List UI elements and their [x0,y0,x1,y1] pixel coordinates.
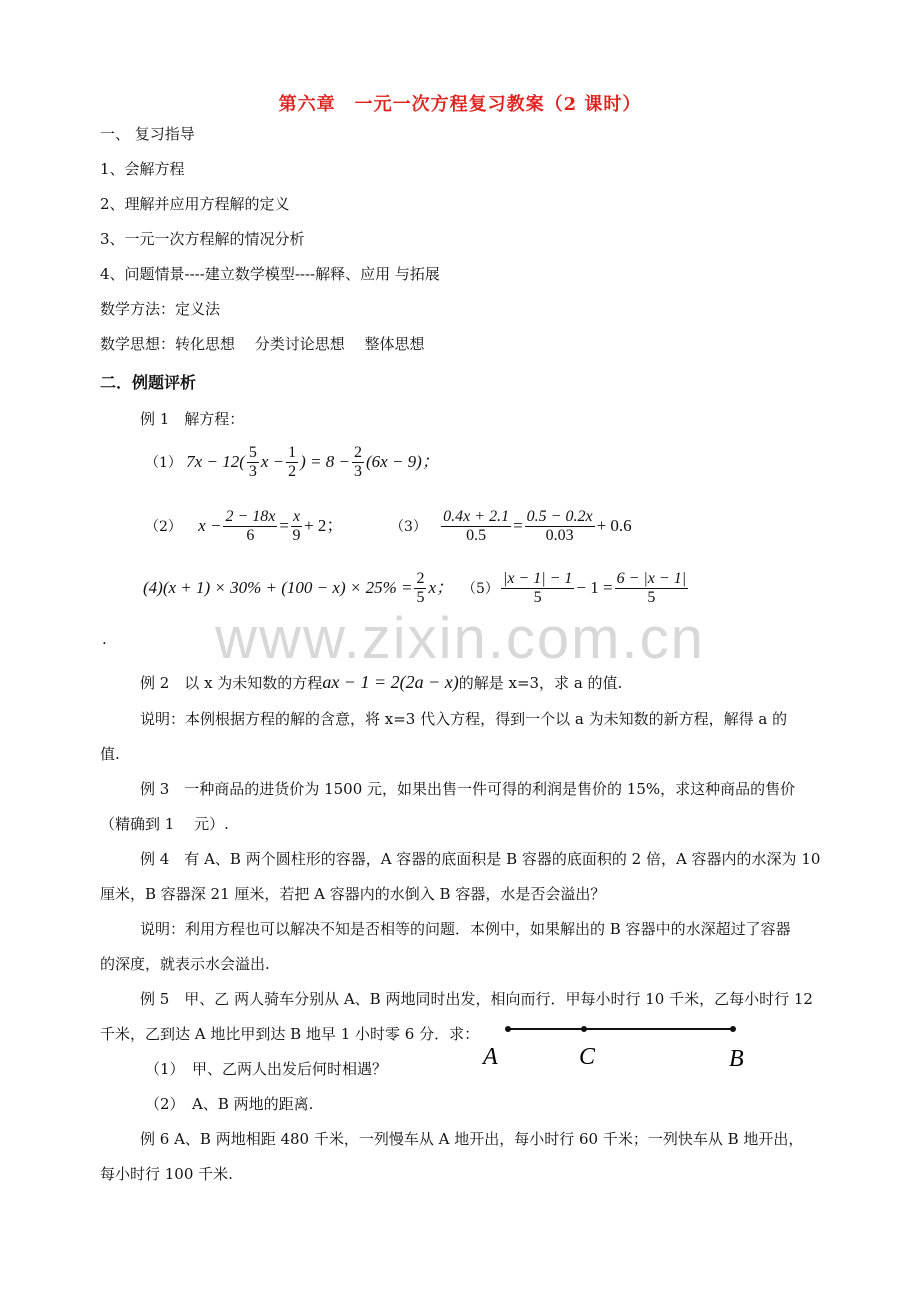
fraction-denominator: 3 [354,463,362,481]
equation-1-fraction-2 [286,444,298,482]
fraction-denominator: 3 [248,463,257,481]
equation-3-number: （3） [390,518,427,535]
review-item-4: 4、问题情景----建立数学模型----解释、应用 与拓展 [100,265,440,283]
equation-2-fraction-1 [223,508,277,546]
equation-2-equals: = [279,515,289,535]
example-5-question-2: （2） A、B 两地的距离. [145,1095,314,1113]
stray-dot: . [102,630,107,648]
equation-1-fraction-1 [247,444,259,482]
example-4-note-line-2: 的深度，就表示水会溢出. [100,955,270,973]
page-title: 第六章 一元一次方程复习教案（2 课时） [278,94,642,115]
equation-2-part-a: x − [198,515,222,535]
fraction-denominator: 5 [416,589,425,607]
watermark: www.zixin.com.cn [215,606,705,671]
equation-4-part-c: x； [428,577,454,597]
equation-1-part-c: ) = 8 − [300,451,350,471]
segment-diagram [480,1018,750,1076]
example-2-note-line-2: 值. [100,745,120,763]
review-item-2: 2、理解并应用方程解的定义 [100,195,290,213]
math-method: 数学方法：定义法 [100,300,221,318]
equation-1-fraction-3 [352,444,364,482]
example-4-line-1: 例 4 有 A、B 两个圆柱形的容器，A 容器的底面积是 B 容器的底面积的 2 倍，A 容器内的水深为 10 [140,850,821,868]
fraction-numerator: |x − 1| − 1 [501,570,575,589]
point-c-dot [581,1026,587,1032]
fraction-numerator: 5 [247,444,259,463]
example1-label: 例 1 解方程： [140,410,245,428]
equation-1 [145,444,439,482]
example-2 [140,672,622,693]
math-thought: 数学思想：转化思想 分类讨论思想 整体思想 [100,335,425,353]
point-a-dot [505,1026,511,1032]
equation-2-number: （2） [145,518,182,535]
fraction-denominator: 2 [288,463,297,481]
equation-1-part-d: (6x − 9)； [366,451,439,471]
equation-2-fraction-2 [291,508,302,546]
equation-1-number: （1） [145,454,182,471]
example-5-line-1: 例 5 甲、乙 两人骑车分别从 A、B 两地同时出发，相向而行．甲每小时行 10 千米，乙每小时行 12 [140,990,813,1008]
equation-5-fraction-1 [501,570,575,608]
equation-1-part-b: x − [260,451,285,471]
fraction-numerator: 6 − |x − 1| [615,570,689,589]
fraction-denominator: 0.5 [466,527,487,545]
example-3-line-2: （精确到 1 元）. [100,815,229,833]
fraction-numerator: 0.5 − 0.2x [525,508,595,527]
fraction-numerator: 1 [286,444,298,463]
review-item-1: 1、会解方程 [100,160,185,178]
example-2-text-post: 的解是 x=3，求 a 的值. [458,674,623,692]
fraction-numerator: 2 − 18x [223,508,277,527]
example-2-text-pre: 例 2 以 x 为未知数的方程 [140,674,323,692]
point-b-dot [730,1026,736,1032]
equation-4-part-a: (4)(x + 1) × 30% + (100 − x) × 25% = [143,577,413,597]
point-a-label: A [483,1044,498,1070]
equation-1-part-a: 7x − 12( [186,451,245,471]
example-3-line-1: 例 3 一种商品的进货价为 1500 元，如果出售一件可得的利润是售价的 15%，求这种商品的售价 [140,780,796,798]
equation-3-fraction-1 [441,508,511,546]
equation-2 [145,508,343,546]
equation-3-equals: = [513,515,523,535]
fraction-numerator: x [291,508,302,527]
fraction-denominator: 0.03 [545,527,574,545]
point-b-label: B [729,1046,744,1072]
example-4-note-line-1: 说明：利用方程也可以解决不知是否相等的问题．本例中，如果解出的 B 容器中的水深超过了容器 [140,920,791,938]
equation-2-part-c: + 2； [304,515,344,535]
equation-5-part-b: − 1 = [576,577,613,597]
example-2-note-line-1: 说明：本例根据方程的解的含意，将 x=3 代入方程，得到一个以 a 为未知数的新方程，解得 a 的 [140,710,788,728]
equation-3 [390,508,632,546]
equation-5-fraction-2 [615,570,689,608]
fraction-numerator: 2 [352,444,364,463]
example-6-line-2: 每小时行 100 千米. [100,1165,233,1183]
equation-4-fraction [414,570,426,608]
example-5-line-2: 千米，乙到达 A 地比甲到达 B 地早 1 小时零 6 分．求： [100,1025,480,1043]
review-item-3: 3、一元一次方程解的情况分析 [100,230,305,248]
fraction-numerator: 0.4x + 2.1 [441,508,511,527]
equation-5-number: （5） [462,580,499,597]
example-2-equation: ax − 1 = 2(2a − x) [322,672,459,692]
example-5-question-1: （1） 甲、乙两人出发后何时相遇？ [145,1060,388,1078]
section2-heading: 二．例题评析 [100,373,197,392]
fraction-denominator: 5 [647,589,656,607]
fraction-numerator: 2 [414,570,426,589]
example-4-line-2: 厘米，B 容器深 21 厘米，若把 A 容器内的水倒入 B 容器，水是否会溢出？ [100,885,606,903]
fraction-denominator: 5 [533,589,542,607]
example-6-line-1: 例 6 A、B 两地相距 480 千米，一列慢车从 A 地开出，每小时行 60 千米；一列快车从 B 地开出， [140,1130,804,1148]
equation-3-part-c: + 0.6 [596,515,632,535]
equation-4 [143,570,453,608]
point-c-label: C [579,1044,596,1070]
equation-3-fraction-2 [525,508,595,546]
fraction-denominator: 6 [246,527,255,545]
section1-heading: 一、 复习指导 [100,125,195,143]
fraction-denominator: 9 [292,527,301,545]
equation-5 [462,570,690,608]
